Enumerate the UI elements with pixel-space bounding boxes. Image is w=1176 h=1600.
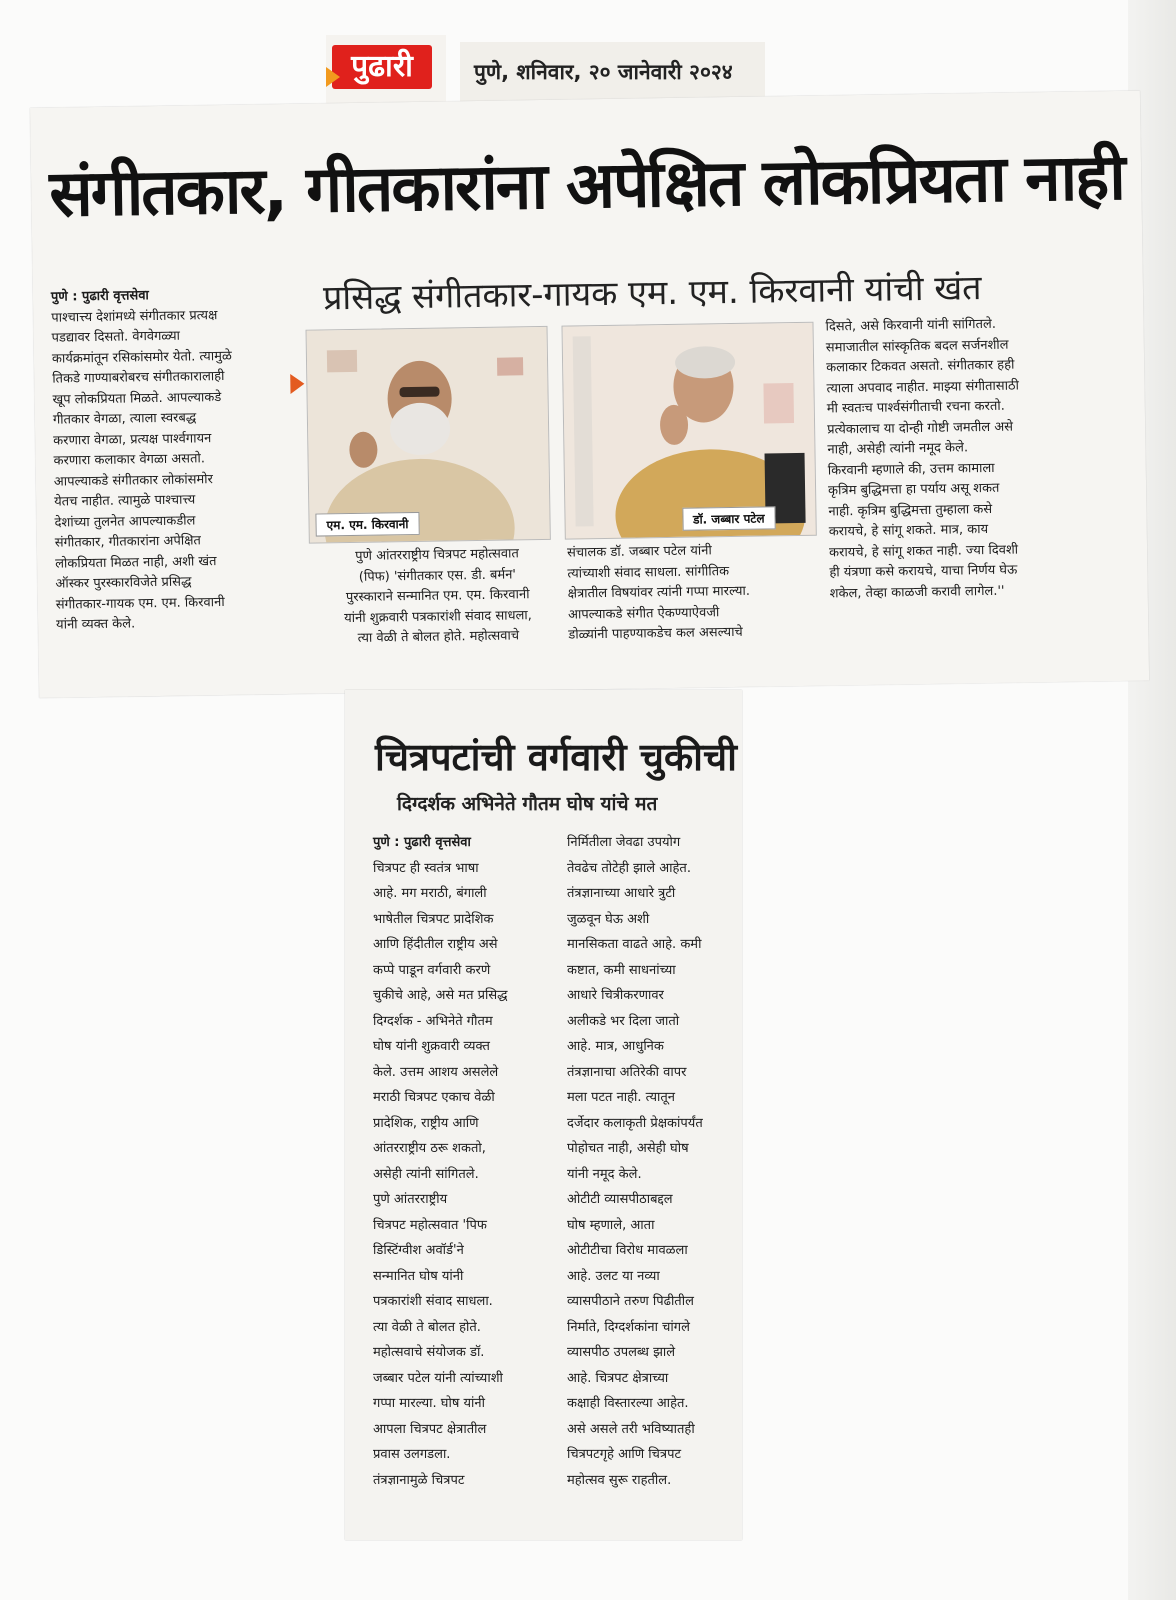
text-line: घोष यांनी शुक्रवारी व्यक्त [373, 1039, 490, 1054]
text-line: डोळ्यांनी पाहण्याकडेच कल असल्याचे [568, 624, 743, 643]
text-line: दिग्दर्शक - अभिनेते गौतम [373, 1013, 493, 1029]
text-line: तंत्रज्ञानामुळे चित्रपट [373, 1472, 465, 1488]
text-line: (पिफ) 'संगीतकार एस. डी. बर्मन' [358, 566, 517, 585]
text-line: चित्रपट महोत्सवात 'पिफ [373, 1217, 487, 1233]
text-line: घोष म्हणाले, आता [567, 1217, 655, 1233]
text-line: लोकप्रियता मिळत नाही, अशी खंत [55, 553, 217, 572]
text-line: पडद्यावर दिसतो. वेगवेगळ्या [51, 328, 181, 346]
article1-col3-body [567, 540, 819, 646]
text-line: दिसते, असे किरवानी यांनी सांगितले. [825, 316, 997, 335]
text-line: महोत्सवाचे संयोजक डॉ. [373, 1345, 485, 1360]
text-line: चित्रपटगृहे आणि चित्रपट [567, 1447, 682, 1462]
text-line: ओटीटी व्यासपीठाबद्दल [567, 1192, 673, 1207]
article2-column-2 [567, 830, 742, 1493]
text-line: प्रत्येकालाच या दोन्ही गोष्टी जमतील असे [827, 419, 1014, 438]
text-line: करणारा कलाकार वेगळा असतो. [53, 451, 206, 469]
logo-arrow-icon [326, 67, 340, 87]
text-line: आपला चित्रपट क्षेत्रातील [373, 1421, 487, 1437]
text-line: ओटीटीचा विरोध मावळला [567, 1243, 688, 1258]
text-line: आंतरराष्ट्रीय ठरू शकतो, [373, 1141, 486, 1156]
text-line: पुणे आंतरराष्ट्रीय [373, 1192, 448, 1207]
text-line: सन्मानित घोष यांनी [373, 1268, 464, 1284]
text-line: निर्मितीला जेवढा उपयोग [567, 835, 681, 850]
text-line: क्षेत्रातील विषयांवर त्यांनी गप्पा मारल्या. [567, 583, 751, 602]
text-line: यांनी शुक्रवारी पत्रकारांशी संवाद साधला, [344, 607, 532, 626]
article2-subheadline: दिग्दर्शक अभिनेते गौतम घोष यांचे मत [397, 793, 658, 815]
text-line: प्रादेशिक, राष्ट्रीय आणि [373, 1115, 479, 1131]
text-line: गप्पा मारल्या. घोष यांनी [373, 1396, 485, 1411]
text-line: डिस्टिंग्वीश अवॉर्ड'ने [373, 1243, 464, 1258]
kirwani-portrait-icon [307, 327, 550, 543]
text-line: आपल्याकडे संगीतकार लोकांसमोर [53, 471, 214, 490]
photo-patel-caption: डॉ. जब्बार पटेल [682, 506, 776, 530]
text-line: पत्रकारांशी संवाद साधला. [373, 1294, 493, 1309]
text-line: कृत्रिम बुद्धिमत्ता हा पर्याय असू शकत [827, 480, 1000, 499]
text-line: संचालक डॉ. जब्बार पटेल यांनी [566, 543, 712, 561]
text-line: त्या वेळी ते बोलत होते. [373, 1319, 481, 1335]
text-line: मला पटत नाही. त्यातून [567, 1090, 675, 1105]
text-line: यांनी व्यक्त केले. [56, 616, 136, 633]
text-line: पुरस्काराने सन्मानित एम. एम. किरवानी [345, 587, 530, 606]
article2-headline: चित्रपटांची वर्गवारी चुकीची [375, 735, 737, 779]
text-line: आणि हिंदीतील राष्ट्रीय असे [373, 937, 498, 952]
text-line: त्याला अपवाद नाहीत. माझ्या संगीतासाठी [826, 378, 1020, 397]
text-line: शकेल, तेव्हा काळजी करावी लागेल.'' [829, 583, 1005, 601]
text-line: जुळवून घेऊ अशी [567, 911, 650, 927]
text-line: महोत्सव सुरू राहतील. [567, 1472, 672, 1488]
article1-column-4 [825, 313, 1089, 604]
text-line: पुणे आंतरराष्ट्रीय चित्रपट महोत्सवात [355, 546, 520, 564]
text-line: व्यासपीठाने तरुण पिढीतील [567, 1294, 694, 1309]
text-line: कप्पे पाडून वर्गवारी करणे [373, 962, 491, 978]
text-line: पोहोचत नाही, असेही घोष [567, 1141, 689, 1156]
section-arrow-icon [290, 374, 304, 394]
text-line: असे असले तरी भविष्यातही [567, 1421, 695, 1437]
text-line: आहे. मात्र, आधुनिक [567, 1039, 664, 1054]
text-line: कक्षाही विस्तारल्या आहेत. [567, 1396, 689, 1411]
masthead-dateline: पुणे, शनिवार, २० जानेवारी २०२४ [460, 42, 765, 102]
text-line: यांनी नमूद केले. [567, 1166, 642, 1182]
text-line: गीतकार वेगळा, त्याला स्वरबद्ध [52, 410, 197, 428]
article2-col2-body [567, 830, 742, 1493]
text-line: कार्यक्रमांतून रसिकांसमोर येतो. त्यामुळे [51, 348, 232, 367]
text-line: भाषेतील चित्रपट प्रादेशिक [373, 911, 494, 927]
text-line: समाजातील सांस्कृतिक बदल सर्जनशील [825, 337, 1009, 356]
text-line: आहे. चित्रपट क्षेत्राच्या [567, 1370, 669, 1386]
text-line: कलाकार टिकवत असतो. संगीतकार हही [826, 357, 1015, 376]
text-line: करणारा वेगळा, प्रत्यक्ष पार्श्वगायन [53, 430, 212, 449]
article-clipping-ghosh [345, 690, 742, 1540]
article1-dateline: पुणे : पुढारी वृत्तसेवा [50, 288, 150, 305]
text-line: तंत्रज्ञानाच्या आधारे त्रुटी [567, 886, 676, 901]
text-line: प्रवास उलगडला. [373, 1447, 451, 1462]
newspaper-logo: पुढारी [332, 45, 432, 89]
article2-column-1 [373, 830, 563, 1493]
article1-col2-body [317, 544, 559, 650]
text-line: आहे. उलट या नव्या [567, 1268, 660, 1284]
text-line: खूप लोकप्रियता मिळते. आपल्याकडे [52, 389, 222, 408]
text-line: पाश्चात्त्य देशांमध्ये संगीतकार प्रत्यक्ष [51, 307, 218, 326]
text-line: तंत्रज्ञानाचा अतिरेकी वापर [567, 1064, 687, 1080]
text-line: नाही. कृत्रिम बुद्धिमत्ता तुम्हाला कसे [828, 501, 993, 520]
article1-subheadline: प्रसिद्ध संगीतकार-गायक एम. एम. किरवानी यांची खंत [322, 268, 982, 319]
text-line: तेवढेच तोटेही झाले आहेत. [567, 860, 691, 876]
text-line: आहे. मग मराठी, बंगाली [373, 886, 487, 901]
text-line: देशांच्या तुलनेत आपल्याकडील [54, 512, 196, 531]
text-line: येतच नाहीत. त्यामुळे पाश्चात्त्य [54, 492, 196, 510]
text-line: दर्जेदार कलाकृती प्रेक्षकांपर्यंत [567, 1115, 703, 1131]
article1-column-1 [51, 284, 296, 636]
text-line: करायचे, हे सांगू शकत नाही. ज्या दिवशी [828, 542, 1019, 561]
article2-col1-body [373, 856, 563, 1494]
text-line: संगीतकार, गीतकारांना अपेक्षित [54, 533, 202, 551]
text-line: चुकीचे आहे, असे मत प्रसिद्ध [373, 988, 508, 1003]
article1-col1-body [51, 304, 296, 636]
text-line: करायचे, हे सांगू शकते. मात्र, काय [828, 522, 989, 540]
text-line: ऑस्कर पुरस्कारविजेते प्रसिद्ध [55, 574, 192, 592]
text-line: आपल्याकडे संगीत ऐकण्याऐवजी [567, 604, 720, 623]
text-line: त्या वेळी ते बोलत होते. महोत्सवाचे [357, 628, 520, 646]
text-line: नाही, असेही त्यांनी नमूद केले. [827, 440, 969, 458]
text-line: ही यंत्रणा कसे करायचे, याचा निर्णय घेऊ [829, 562, 1018, 581]
photo-kirwani-caption: एम. एम. किरवानी [315, 512, 419, 537]
text-line: असेही त्यांनी सांगितले. [373, 1166, 479, 1182]
text-line: आधारे चित्रीकरणावर [567, 988, 664, 1003]
text-line: मानसिकता वाढते आहे. कमी [567, 937, 702, 952]
text-line: व्यासपीठ उपलब्ध झाले [567, 1345, 676, 1360]
masthead-logo [326, 35, 446, 105]
text-line: मराठी चित्रपट एकाच वेळी [373, 1090, 495, 1105]
text-line: तिकडे गाण्याबरोबरच संगीतकारालाही [52, 368, 225, 387]
text-line: त्यांच्याशी संवाद साधला. सांगीतिक [567, 563, 730, 582]
text-line: केले. उत्तम आशय असलेले [373, 1064, 499, 1080]
text-line: संगीतकार-गायक एम. एम. किरवानी [55, 594, 225, 613]
text-line: मी स्वतःच पार्श्वसंगीताची रचना करतो. [826, 398, 1005, 417]
patel-portrait-icon [563, 323, 816, 539]
article1-column-3 [567, 540, 819, 646]
text-line: जब्बार पटेल यांनी त्यांच्याशी [373, 1370, 503, 1386]
text-line: निर्माते, दिग्दर्शकांना चांगले [567, 1319, 690, 1335]
article2-dateline: पुणे : पुढारी वृत्तसेवा [373, 835, 471, 850]
photo-kirwani [306, 326, 551, 544]
text-line: कष्टात, कमी साधनांच्या [567, 962, 676, 978]
article-clipping-kirwani [30, 91, 1149, 698]
photo-jabbar-patel [561, 322, 816, 540]
text-line: अलीकडे भर दिला जातो [567, 1013, 680, 1029]
text-line: चित्रपट ही स्वतंत्र भाषा [373, 860, 479, 876]
text-line: किरवानी म्हणाले की, उत्तम कामाला [827, 460, 995, 479]
article1-column-2 [317, 544, 559, 650]
article1-headline: संगीतकार, गीतकारांना अपेक्षित लोकप्रियता नाही [48, 140, 1125, 232]
article1-col4-body [825, 313, 1089, 604]
